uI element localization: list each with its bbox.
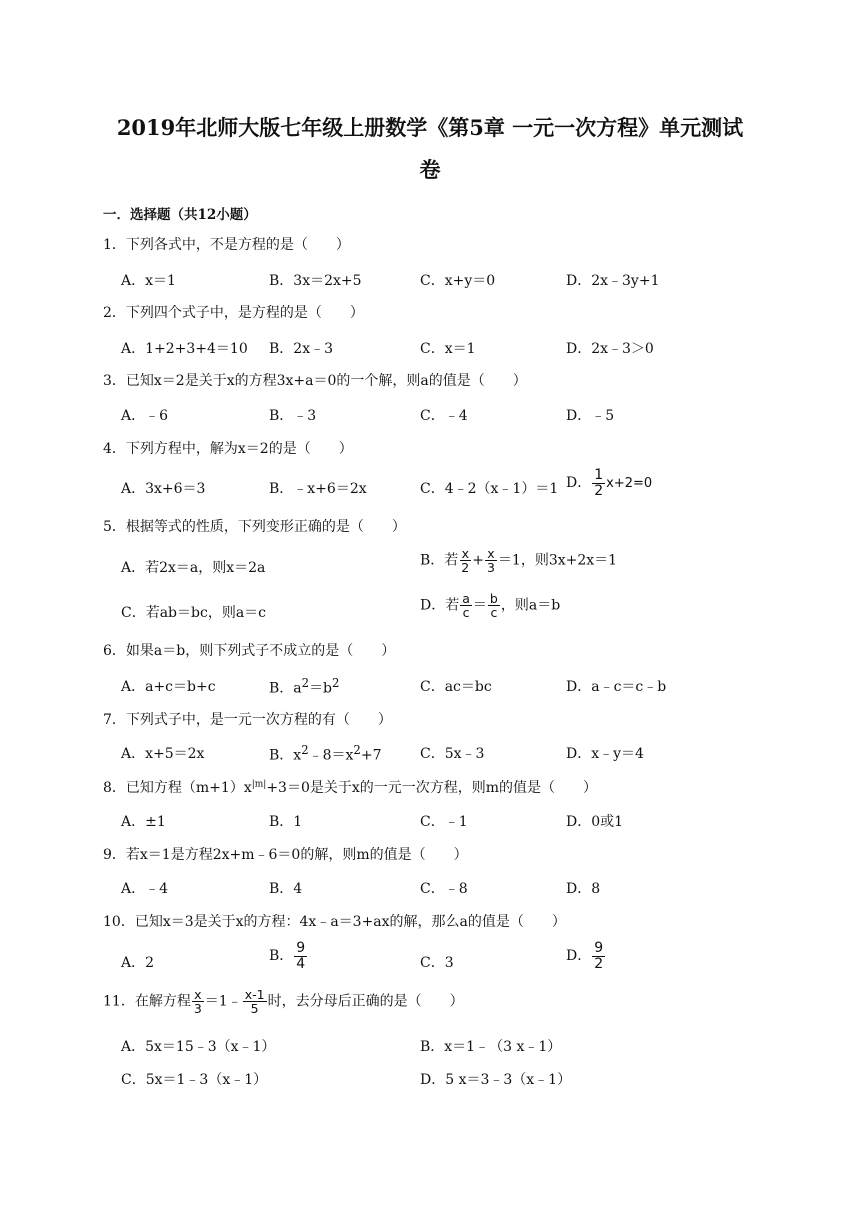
q1-option-d: D．2x﹣3y+1: [566, 273, 660, 289]
q3-option-d: D．﹣5: [566, 408, 615, 424]
q2-option-a: A．1+2+3+4＝10: [121, 341, 248, 357]
q9-option-c: C．﹣8: [420, 881, 468, 897]
q3-option-b: B．﹣3: [269, 408, 317, 424]
question-8-stem: 8．已知方程$(m+1)x^{|m|}+3=0$是关于x的一元一次方程，则m的值是（ ）: [103, 779, 598, 796]
q4-option-d: D． $\frac{1}{2}$ x+2=0: [566, 467, 653, 499]
q3-option-a: A．﹣6: [121, 408, 169, 424]
q8-option-b: B．1: [269, 814, 303, 830]
q7-option-d: D．x﹣y＝4: [566, 746, 644, 762]
fraction: $\frac{x}{2}$: [461, 546, 470, 576]
q8-option-a: A．±1: [121, 814, 166, 830]
q1-option-a: A．x＝1: [121, 273, 176, 289]
q10-option-a: A．2: [121, 955, 155, 971]
q4-option-a: A．3x+6＝3: [121, 481, 206, 497]
q9-option-a: A．﹣4: [121, 881, 169, 897]
q5-option-b: B．若 $\frac{x}{2}$ + $\frac{x}{3}$ ＝1，则3x+2x＝1: [420, 546, 618, 576]
q11-option-b: B．x＝1﹣（3 x﹣1）: [420, 1039, 562, 1055]
q10-option-b: B． $\frac{9}{4}$: [269, 940, 306, 972]
q11-option-c: C．5x＝1﹣3（x﹣1）: [121, 1072, 268, 1088]
q11-option-a: A．5x＝15﹣3（x﹣1）: [121, 1039, 276, 1055]
q3-option-c: C．﹣4: [420, 408, 468, 424]
fraction: $\frac{x}{3}$: [486, 546, 495, 576]
title-line-1: 2019年北师大版七年级上册数学《第5章 一元一次方程》单元测试: [116, 115, 744, 140]
q10-option-c: C．3: [420, 955, 454, 971]
question-7-stem: 7．下列式子中，是一元一次方程的有（ ）: [103, 712, 392, 728]
q1-option-c: C．x+y＝0: [420, 273, 496, 289]
q9-option-b: B．4: [269, 881, 303, 897]
question-6-stem: 6．如果a＝b，则下列式子不成立的是（ ）: [103, 643, 396, 659]
fraction: $\frac{b}{c}$: [489, 591, 498, 621]
question-4-stem: 4．下列方程中，解为x＝2的是（ ）: [103, 441, 353, 457]
q2-option-d: D．2x﹣3＞0: [566, 341, 654, 357]
section-heading: 一．选择题（共12小题）: [103, 207, 257, 223]
q2-option-c: C．x＝1: [420, 341, 476, 357]
fraction: $\frac{a}{c}$: [462, 591, 470, 621]
q10-option-d: D． $\frac{9}{2}$: [566, 940, 604, 972]
q6-option-b: B．$a^2=b^2$: [269, 676, 340, 697]
q11-option-d: D．5 x＝3﹣3（x﹣1）: [420, 1072, 572, 1088]
question-3-stem: 3．已知x＝2是关于x的方程3x+a＝0的一个解，则a的值是（ ）: [103, 373, 527, 389]
question-2-stem: 2．下列四个式子中，是方程的是（ ）: [103, 305, 364, 321]
fraction: $\frac{x-1}{5}$: [244, 987, 265, 1017]
q8-option-d: D．0或1: [566, 814, 624, 830]
q7-option-c: C．5x﹣3: [420, 746, 485, 762]
fraction: $\frac{x}{3}$: [193, 987, 202, 1017]
title-line-2: 卷: [419, 157, 441, 182]
question-9-stem: 9．若x＝1是方程2x+m﹣6＝0的解，则m的值是（ ）: [103, 847, 468, 863]
q5-option-d: D．若 $\frac{a}{c}$ ＝ $\frac{b}{c}$ ，则a＝b: [420, 591, 561, 621]
q6-option-d: D．a﹣c＝c﹣b: [566, 679, 667, 695]
q5-option-c: C．若ab＝bc，则a＝c: [121, 605, 267, 621]
question-10-stem: 10．已知x＝3是关于x的方程：4x﹣a＝3+ax的解，那么a的值是（ ）: [103, 914, 566, 930]
q8-option-c: C．﹣1: [420, 814, 468, 830]
question-1-stem: 1．下列各式中，不是方程的是（ ）: [103, 237, 350, 253]
q1-option-b: B．3x＝2x+5: [269, 273, 362, 289]
q4-option-b: B．﹣x+6＝2x: [269, 481, 367, 497]
question-11-stem: 11．在解方程 $\frac{x}{3}$ ＝1﹣ $\frac{x-1}{5}$ 时，去分母后正确的是（ ）: [103, 987, 464, 1017]
fraction: $\frac{9}{2}$: [594, 940, 604, 972]
fraction: $\frac{9}{4}$: [296, 940, 306, 972]
q7-option-a: A．x+5＝2x: [121, 746, 205, 762]
q7-option-b: B．$x^2﹣8=x^2+7$: [269, 743, 382, 764]
q6-option-c: C．ac＝bc: [420, 679, 492, 695]
q2-option-b: B．2x﹣3: [269, 341, 333, 357]
fraction: $\frac{1}{2}$: [594, 467, 604, 499]
q5-option-a: A．若2x＝a，则x＝2a: [121, 560, 266, 576]
q6-option-a: A．a+c＝b+c: [121, 679, 216, 695]
question-5-stem: 5．根据等式的性质，下列变形正确的是（ ）: [103, 519, 406, 535]
q9-option-d: D．8: [566, 881, 601, 897]
q4-option-c: C．4﹣2（x﹣1）＝1: [420, 481, 559, 497]
